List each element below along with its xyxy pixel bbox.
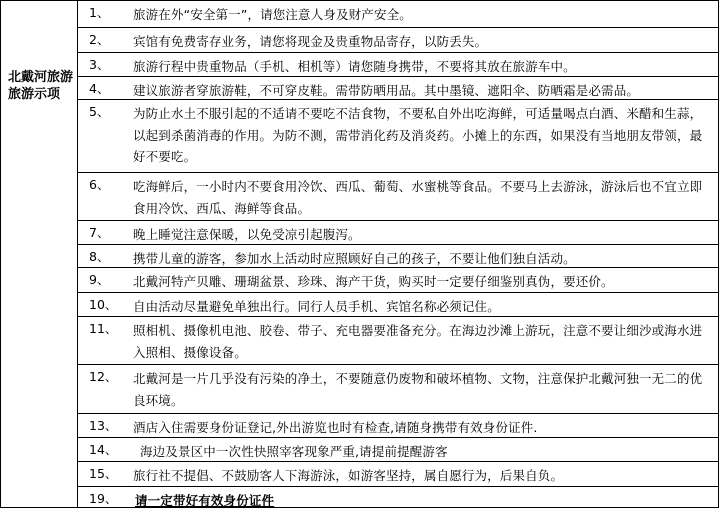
item-number: 19、 <box>89 491 118 506</box>
list-item <box>78 53 718 77</box>
list-item <box>78 438 718 462</box>
item-text: 海边及景区中一次性快照宰客现象严重,请提前提醒游客 <box>140 444 448 459</box>
item-text: 自由活动尽量避免单独出行。同行人员手机、宾馆名称必须记住。 <box>133 299 500 314</box>
item-number: 1、 <box>89 5 110 20</box>
list-item <box>78 365 718 414</box>
items-list <box>78 1 718 509</box>
item-text: 北戴河特产贝雕、珊瑚盆景、珍珠、海产干货，购买时一定要仔细鉴别真伪，要还价。 <box>133 274 614 289</box>
item-number: 14、 <box>89 442 118 457</box>
list-item <box>78 293 718 317</box>
item-text: 吃海鲜后，一小时内不要食用冷饮、西瓜、葡萄、水蜜桃等食品。不要马上去游泳，游泳后也不宜立即食用冷饮、西瓜、海鲜等食品。 <box>133 179 703 216</box>
list-item <box>78 221 718 245</box>
list-item <box>78 245 718 268</box>
item-number: 9、 <box>89 272 110 287</box>
item-number: 6、 <box>89 177 110 192</box>
item-text: 旅游行程中贵重物品（手机、相机等）请您随身携带，不要将其放在旅游车中。 <box>133 59 576 74</box>
item-number: 15、 <box>89 466 118 481</box>
item-text: 携带儿童的游客，参加水上活动时应照顾好自己的孩子，不要让他们独自活动。 <box>133 251 576 266</box>
item-text: 照相机、摄像机电池、胶卷、带子、充电器要准备充分。在海边沙滩上游玩，注意不要让细沙或海水进入照相、摄像设备。 <box>133 323 703 360</box>
item-number: 8、 <box>89 249 110 264</box>
item-text: 请一定带好有效身份证件 <box>135 493 275 508</box>
list-item <box>78 173 718 221</box>
item-number: 7、 <box>89 225 110 240</box>
section-label-cell <box>1 1 78 508</box>
item-number: 13、 <box>89 418 118 433</box>
list-item <box>78 317 718 365</box>
item-text: 为防止水土不服引起的不适请不要吃不洁食物，不要私自外出吃海鲜，可适量喝点白酒、米醋和生蒜，以起到杀菌消毒的作用。为防不测，需带消化药及消炎药。小摊上的东西，如果没有当地朋友带领，最好不要吃。 <box>133 106 703 164</box>
list-item <box>78 100 718 173</box>
section-label: 北戴河旅游旅游示项 <box>8 70 74 102</box>
list-item <box>78 77 718 100</box>
list-item <box>78 462 718 487</box>
list-item <box>78 487 718 509</box>
item-number: 5、 <box>89 104 110 119</box>
items-cell <box>78 1 719 508</box>
item-number: 11、 <box>89 321 118 336</box>
list-item <box>78 28 718 53</box>
item-text: 酒店入住需要身份证登记,外出游览也时有检查,请随身携带有效身份证件. <box>133 420 538 435</box>
item-text: 北戴河是一片几乎没有污染的净土，不要随意仍废物和破坏植物、文物，注意保护北戴河独一无二的优良环境。 <box>133 371 703 408</box>
item-text: 旅行社不提倡、不鼓励客人下海游泳，如游客坚持，属自愿行为，后果自负。 <box>133 468 564 483</box>
list-item <box>78 414 718 438</box>
item-text: 旅游在外“安全第一”，请您注意人身及财产安全。 <box>133 7 412 22</box>
list-item <box>78 268 718 293</box>
item-number: 4、 <box>89 81 110 96</box>
item-number: 10、 <box>89 297 118 312</box>
item-text: 建议旅游者穿旅游鞋，不可穿皮鞋。需带防晒用品。其中墨镜、遮阳伞、防晒霜是必需品。 <box>133 83 640 98</box>
item-number: 12、 <box>89 369 118 384</box>
item-text: 宾馆有免费寄存业务，请您将现金及贵重物品寄存，以防丢失。 <box>133 34 488 49</box>
item-text: 晚上睡觉注意保暖，以免受凉引起腹泻。 <box>133 227 361 242</box>
item-number: 2、 <box>89 32 110 47</box>
item-number: 3、 <box>89 57 110 72</box>
list-item <box>78 1 718 28</box>
